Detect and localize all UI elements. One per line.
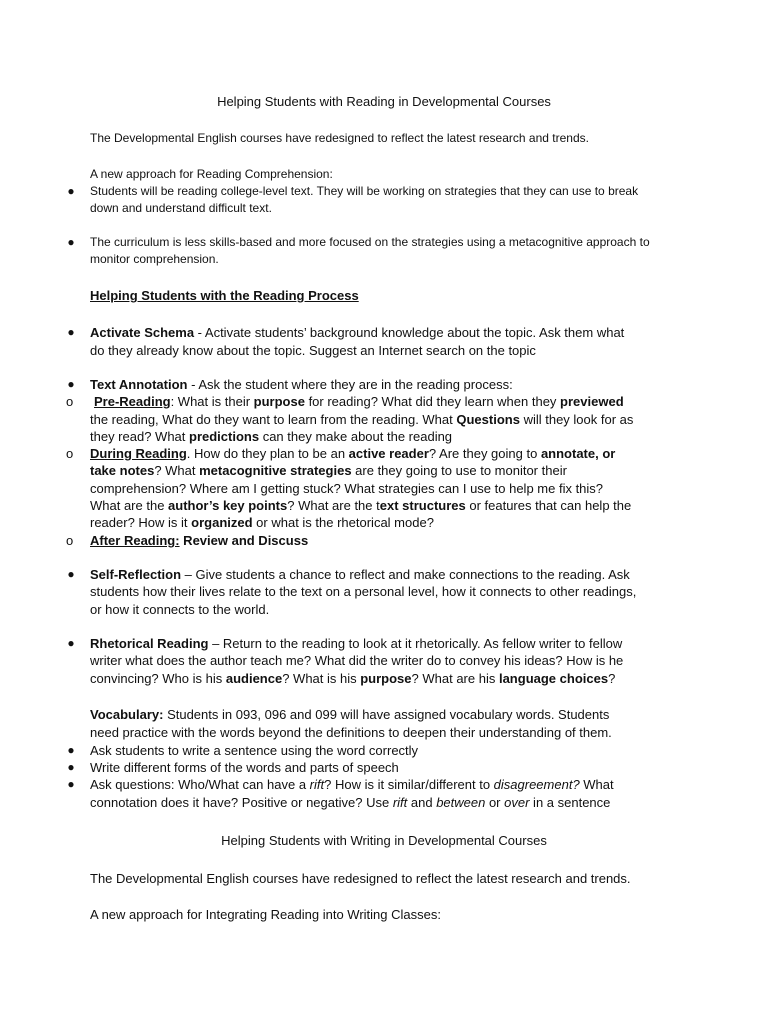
rhetorical-reading-term: Rhetorical Reading (90, 636, 209, 651)
vocabulary-bullet-2: Write different forms of the words and parts of speech (90, 760, 399, 775)
rhetorical-reading-line-2: writer what does the author teach me? What did the writer do to convey his ideas? How is he (90, 653, 624, 668)
pre-reading-line-3: they read? What predictions can they make about the reading (90, 429, 453, 444)
rhetorical-reading-line-1: Rhetorical Reading – Return to the reading to look at it rhetorically. As fellow writer to fellow (90, 636, 623, 651)
pre-reading-line-2: the reading, What do they want to learn from the reading. What Questions will they look for as (90, 412, 634, 427)
during-reading-line-5: reader? How is it organized or what is the rhetorical mode? (90, 515, 434, 530)
rhetorical-reading-line-3: convincing? Who is his audience? What is his purpose? What are his language choices? (90, 671, 616, 686)
vocabulary-line-2: need practice with the words beyond the definitions to deepen their understanding of them. (90, 725, 612, 740)
text-annotation-term: Text Annotation (90, 377, 188, 392)
bullet-marker: ● (67, 777, 75, 791)
vocabulary-term: Vocabulary: (90, 707, 164, 722)
pre-reading-line-1: Pre-Reading: What is their purpose for reading? What did they learn when they previewed (94, 394, 624, 409)
bullet-marker: ● (67, 636, 75, 650)
intro-paragraph: The Developmental English courses have redesigned to reflect the latest research and trends. (90, 131, 589, 145)
vocabulary-ask-line-2: connotation does it have? Positive or negative? Use rift and between or over in a sentence (90, 795, 611, 810)
reading-title: Helping Students with Reading in Developmental Courses (217, 94, 551, 109)
self-reflection-line-2: students how their lives relate to the text on a personal level, how it connects to other readings, (90, 584, 637, 599)
vocabulary-bullet-1: Ask students to write a sentence using the word correctly (90, 743, 419, 758)
bullet-marker: ● (67, 184, 75, 198)
during-reading-line-3: comprehension? Where am I getting stuck? What strategies can I use to help me fix this? (90, 481, 604, 496)
new-approach-intro: A new approach for Reading Comprehension: (90, 167, 333, 181)
activate-schema-line-1: Activate Schema - Activate students’ background knowledge about the topic. Ask them what (90, 325, 625, 340)
process-heading: Helping Students with the Reading Process (90, 288, 359, 303)
after-reading-heading: After Reading: (90, 533, 180, 548)
during-reading-line-1: During Reading. How do they plan to be an active reader? Are they going to annotate, or (90, 446, 616, 461)
self-reflection-line-1: Self-Reflection – Give students a chance to reflect and make connections to the reading. Ask (90, 567, 630, 582)
activate-schema-line-2: do they already know about the topic. Suggest an Internet search on the topic (90, 343, 536, 358)
comprehension-bullet-2-line-2: monitor comprehension. (90, 252, 219, 266)
bullet-marker: ● (67, 377, 75, 391)
writing-approach: A new approach for Integrating Reading into Writing Classes: (90, 907, 441, 922)
vocabulary-line-1: Vocabulary: Students in 093, 096 and 099 will have assigned vocabulary words. Students (90, 707, 610, 722)
after-reading-line: After Reading: Review and Discuss (90, 533, 309, 548)
pre-reading-heading: Pre-Reading (94, 394, 171, 409)
writing-intro: The Developmental English courses have redesigned to reflect the latest research and trends. (90, 871, 631, 886)
sub-bullet-marker: o (66, 394, 74, 409)
writing-title: Helping Students with Writing in Developmental Courses (221, 833, 547, 848)
comprehension-bullet-1-line-1: Students will be reading college-level text. They will be working on strategies that they can use to break (90, 184, 639, 198)
comprehension-bullet-1-line-2: down and understand difficult text. (90, 201, 272, 215)
during-reading-heading: During Reading (90, 446, 187, 461)
bullet-marker: ● (67, 235, 75, 249)
bullet-marker: ● (67, 743, 75, 757)
during-reading-line-4: What are the author’s key points? What are the text structures or features that can help the (90, 498, 632, 513)
activate-schema-term: Activate Schema (90, 325, 195, 340)
sub-bullet-marker: o (66, 533, 74, 548)
bullet-marker: ● (67, 325, 75, 339)
bullet-marker: ● (67, 760, 75, 774)
during-reading-line-2: take notes? What metacognitive strategies are they going to use to monitor their (90, 463, 567, 478)
self-reflection-term: Self-Reflection (90, 567, 182, 582)
vocabulary-ask-line-1: Ask questions: Who/What can have a rift? How is it similar/different to disagreement? What (90, 777, 614, 792)
sub-bullet-marker: o (66, 446, 74, 461)
bullet-marker: ● (67, 567, 75, 581)
comprehension-bullet-2-line-1: The curriculum is less skills-based and more focused on the strategies using a metacognitive approach to (90, 235, 650, 249)
self-reflection-line-3: or how it connects to the world. (90, 602, 270, 617)
text-annotation-line: Text Annotation - Ask the student where they are in the reading process: (90, 377, 513, 392)
